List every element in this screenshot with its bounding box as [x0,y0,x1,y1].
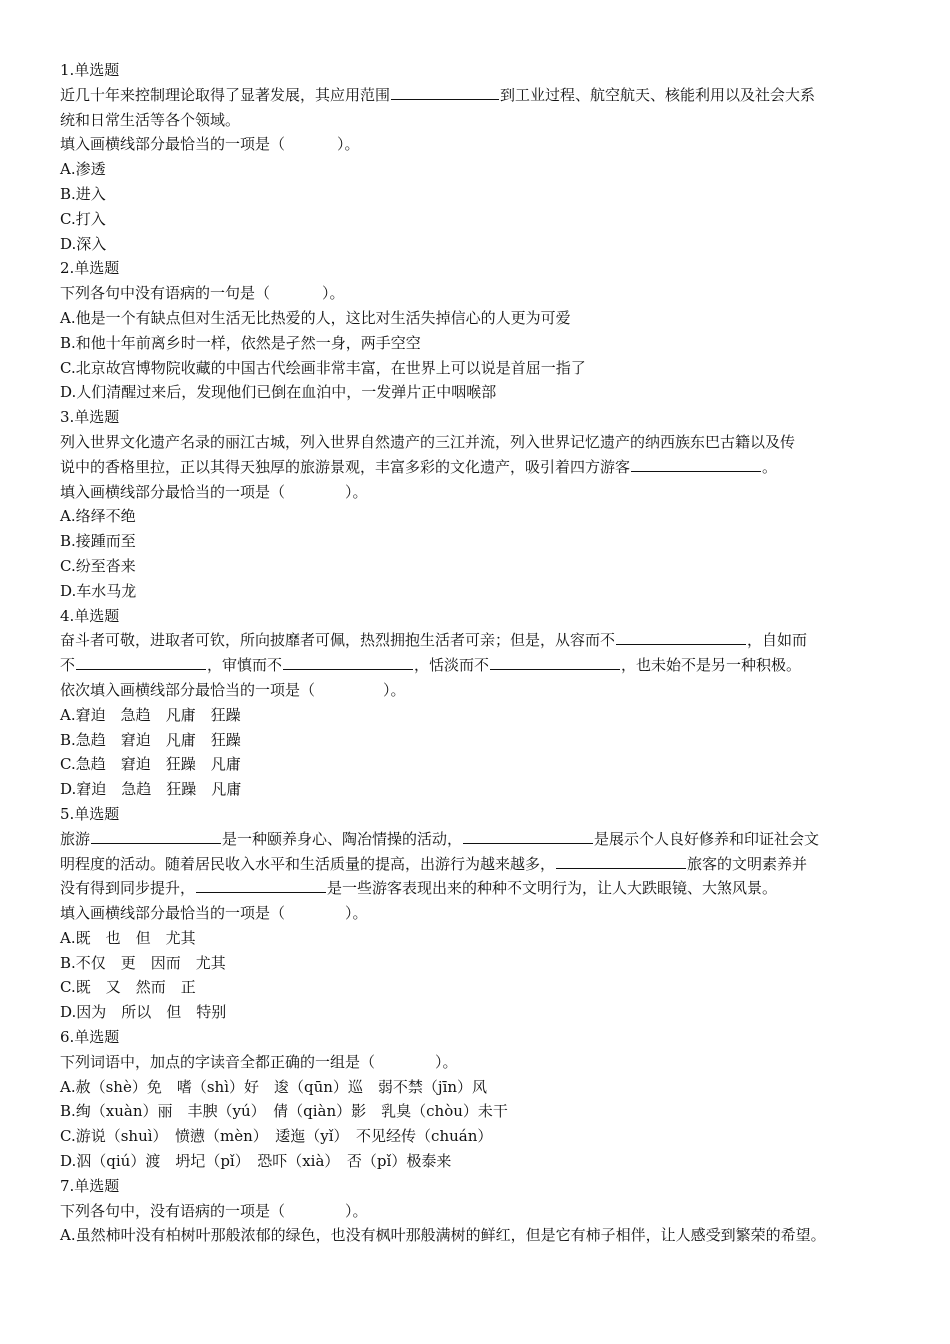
option-c: C.打入 [60,209,106,228]
question-stem [60,83,890,108]
question-stem [60,876,890,901]
prompt-text: ）。 [383,680,406,699]
question-7 [60,1174,890,1248]
stem-text: 是一种颐养身心、陶冶情操的活动， [222,829,463,848]
prompt-text: ）。 [345,1201,368,1220]
option-c: C.纷至沓来 [60,556,136,575]
fill-blank [490,654,620,670]
option-d: D.车水马龙 [60,581,137,600]
fill-blank [196,877,326,893]
question-4 [60,604,890,802]
option-a: A.络绎不绝 [60,507,136,526]
fill-blank [283,654,413,670]
option-c: C.急趋 窘迫 狂躁 凡庸 [60,755,241,774]
question-prompt [60,678,890,703]
stem-text: 不 [60,656,76,675]
question-stem: 列入世界文化遗产名录的丽江古城，列入世界自然遗产的三江并流，列入世界记忆遗产的纳西族东巴古籍以及传 [60,432,796,451]
stem-text: 旅客的文明素养并 [687,854,808,873]
stem-text: 旅游 [60,829,91,848]
question-stem: 统和日常生活等各个领域。 [60,110,241,129]
option-d: D.深入 [60,234,107,253]
fill-blank [556,853,686,869]
question-header: 5.单选题 [60,804,120,823]
fill-blank [616,629,746,645]
fill-blank [76,654,206,670]
prompt-text: ）。 [345,904,368,923]
question-3 [60,405,890,603]
option-d: D.泅（qiú）渡 坍圮（pǐ） 恐吓（xià） 否（pǐ）极泰来 [60,1152,452,1171]
fill-blank [391,84,499,100]
stem-text: ，恬淡而不 [414,656,490,675]
option-d: D.因为 所以 但 特别 [60,1003,227,1022]
question-header: 6.单选题 [60,1028,120,1047]
option-a: A.虽然柿叶没有柏树叶那般浓郁的绿色，也没有枫叶那般满树的鲜红，但是它有柿子相伴，让人感受到繁荣的希望。 [60,1226,826,1245]
question-stem [60,455,890,480]
stem-text: ，自如而 [747,631,808,650]
question-stem [60,827,890,852]
option-c: C.北京故宫博物院收藏的中国古代绘画非常丰富，在世界上可以说是首屈一指了 [60,358,586,377]
stem-text: 是展示个人良好修养和印证社会文 [594,829,820,848]
question-prompt [60,1199,890,1224]
prompt-text: 填入画横线部分最恰当的一项是（ [60,904,286,923]
question-1 [60,58,890,256]
question-stem [60,852,890,877]
question-stem [60,628,890,653]
option-b: B.接踵而至 [60,532,136,551]
question-2 [60,256,890,405]
prompt-text: ）。 [337,135,360,154]
option-a: A.赦（shè）免 嗜（shì）好 逡（qūn）巡 弱不禁（jīn）风 [60,1077,488,1096]
prompt-text: 下列各句中没有语病的一句是（ [60,284,271,303]
prompt-text: 下列词语中，加点的字读音全都正确的一组是（ [60,1052,376,1071]
stem-text: ，也未始不是另一种积极。 [621,656,802,675]
stem-text: 没有得到同步提升， [60,879,196,898]
question-prompt [60,1050,890,1075]
option-a: A.渗透 [60,160,106,179]
stem-text: 明程度的活动。随着居民收入水平和生活质量的提高，出游行为越来越多， [60,854,556,873]
prompt-text: 依次填入画横线部分最恰当的一项是（ [60,680,316,699]
option-c: C.游说（shuì） 愤懑（mèn） 逶迤（yǐ） 不见经传（chuán） [60,1127,493,1146]
question-header: 1.单选题 [60,61,120,79]
option-d: D.人们清醒过来后，发现他们已倒在血泊中，一发弹片正中咽喉部 [60,383,497,402]
prompt-text: ）。 [435,1052,458,1071]
question-prompt [60,480,890,505]
prompt-text: ）。 [322,284,345,303]
question-header: 2.单选题 [60,259,120,278]
question-prompt [60,281,890,306]
question-stem [60,653,890,678]
option-b: B.急趋 窘迫 凡庸 狂躁 [60,730,241,749]
option-a: A.既 也 但 尤其 [60,928,196,947]
option-b: B.不仅 更 因而 尤其 [60,953,226,972]
fill-blank [631,456,761,472]
option-b: B.和他十年前离乡时一样，依然是孑然一身，两手空空 [60,333,421,352]
prompt-text: 填入画横线部分最恰当的一项是（ [60,135,286,154]
question-prompt [60,901,890,926]
stem-text: 说中的香格里拉，正以其得天独厚的旅游景观，丰富多彩的文化遗产，吸引着四方游客 [60,457,631,476]
stem-text: 。 [762,457,778,476]
question-header: 4.单选题 [60,606,120,625]
stem-text: ，审慎而不 [207,656,283,675]
question-header: 7.单选题 [60,1176,120,1195]
stem-text: 奋斗者可敬，进取者可钦，所向披靡者可佩，热烈拥抱生活者可亲；但是，从容而不 [60,631,616,650]
option-b: B.绚（xuàn）丽 丰腴（yú） 倩（qiàn）影 乳臭（chòu）未干 [60,1102,508,1121]
prompt-text: ）。 [345,482,368,501]
option-b: B.进入 [60,184,106,203]
fill-blank [463,828,593,844]
stem-text: 是一些游客表现出来的种种不文明行为，让人大跌眼镜、大煞风景。 [327,879,778,898]
question-prompt [60,132,890,157]
question-6 [60,1025,890,1174]
option-a: A.窘迫 急趋 凡庸 狂躁 [60,705,241,724]
stem-text: 到工业过程、航空航天、核能利用以及社会大系 [500,85,816,104]
stem-text: 近几十年来控制理论取得了显著发展，其应用范围 [60,85,391,104]
option-d: D.窘迫 急趋 狂躁 凡庸 [60,780,242,799]
option-c: C.既 又 然而 正 [60,978,196,997]
prompt-text: 填入画横线部分最恰当的一项是（ [60,482,286,501]
question-5 [60,802,890,1025]
option-a: A.他是一个有缺点但对生活无比热爱的人，这比对生活失掉信心的人更为可爱 [60,308,571,327]
question-header: 3.单选题 [60,408,120,427]
fill-blank [91,828,221,844]
prompt-text: 下列各句中，没有语病的一项是（ [60,1201,286,1220]
